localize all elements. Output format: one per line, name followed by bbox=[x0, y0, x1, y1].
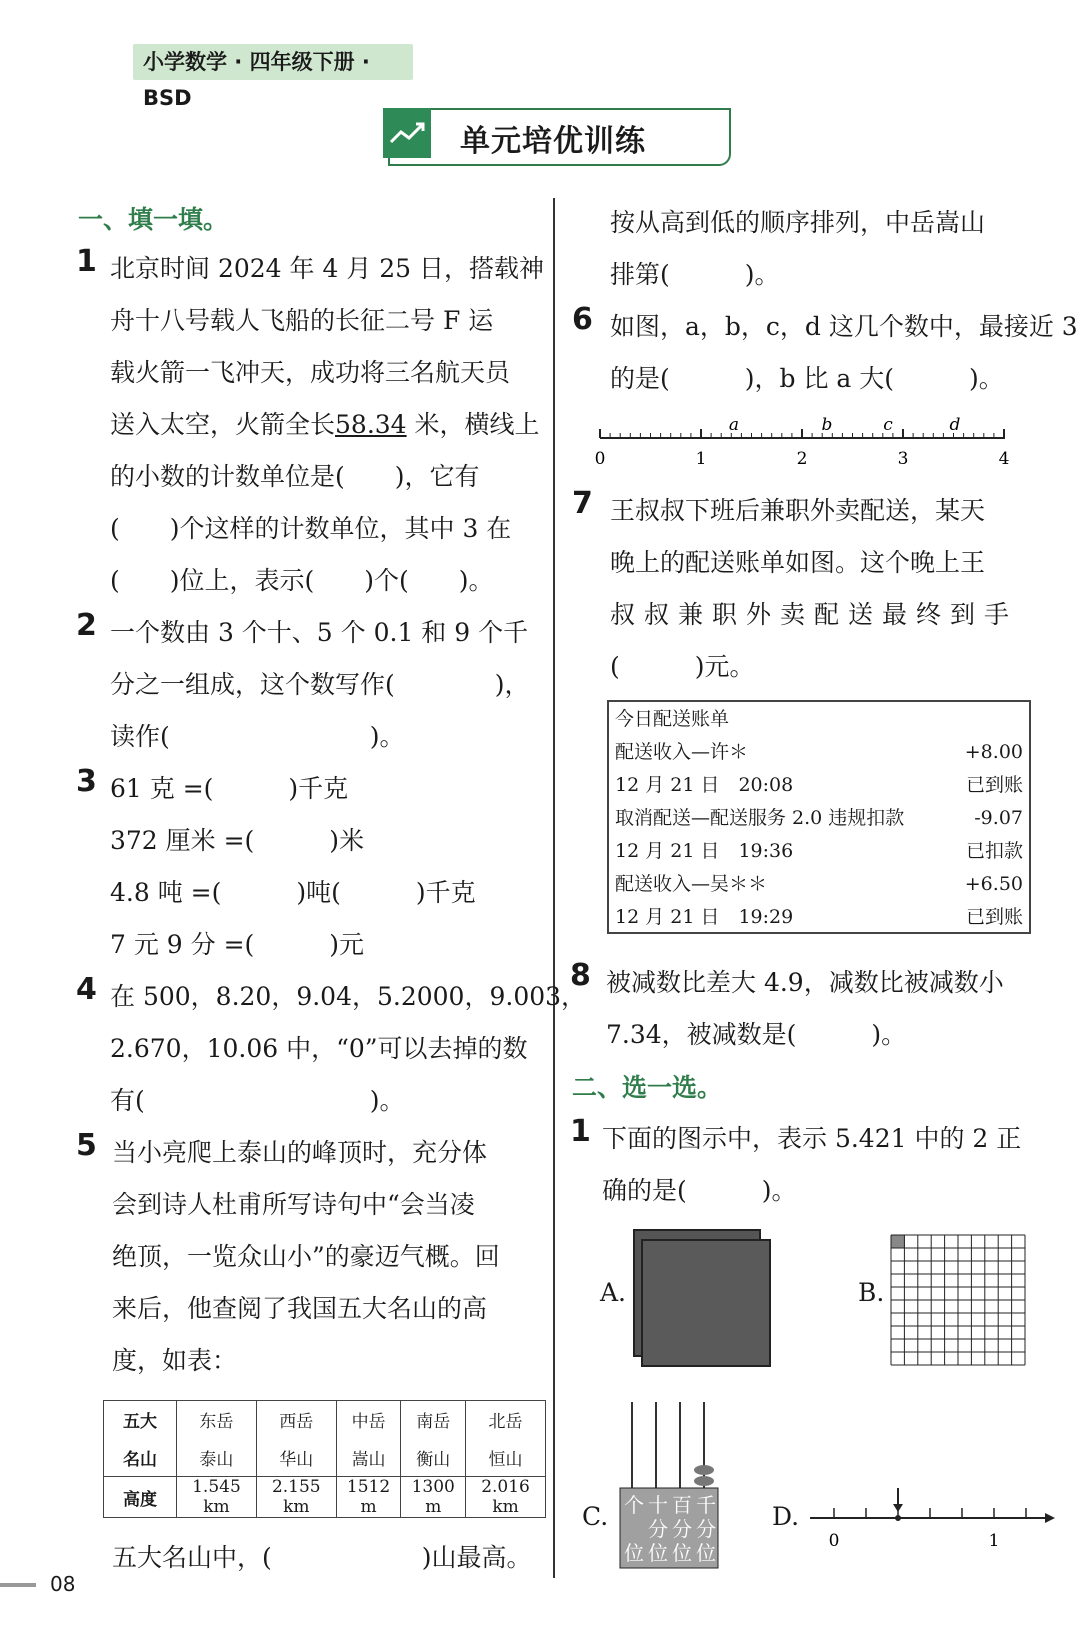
q7-number: 7 bbox=[572, 486, 593, 521]
c1-line: 下面的图示中，表示 5.421 中的 2 正 bbox=[602, 1124, 1022, 1153]
q3-line: 4.8 吨 =( )吨( )千克 bbox=[110, 878, 476, 907]
page-title: 单元培优训练 bbox=[460, 124, 646, 159]
table-cell: 恒山 bbox=[466, 1439, 546, 1477]
abacus-label: 分 bbox=[696, 1517, 716, 1541]
q5-line: 绝顶，一览众山小”的豪迈气概。回 bbox=[112, 1242, 500, 1271]
q4-number: 4 bbox=[76, 972, 97, 1007]
abacus-label: 个 bbox=[624, 1493, 644, 1517]
q6-number: 6 bbox=[572, 302, 593, 337]
abacus-label: 位 bbox=[648, 1541, 668, 1565]
q3-line: 372 厘米 =( )米 bbox=[110, 826, 365, 855]
option-a-squares bbox=[632, 1228, 777, 1368]
table-cell: 中岳 bbox=[336, 1401, 401, 1439]
bill-row bbox=[615, 801, 1023, 835]
table-cell: 衡山 bbox=[401, 1439, 466, 1477]
q7-line: ( )元。 bbox=[610, 652, 755, 681]
q5-cont-line: 排第( )。 bbox=[610, 260, 780, 289]
table-cell: 1300 m bbox=[401, 1477, 466, 1518]
table-cell: 2.016 km bbox=[466, 1477, 546, 1518]
bill-row bbox=[615, 834, 1023, 868]
delivery-bill bbox=[607, 700, 1031, 934]
bill-title: 今日配送账单 bbox=[615, 708, 730, 730]
q1-line: 北京时间 2024 年 4 月 25 日，搭载神 bbox=[110, 254, 545, 283]
option-b-grid bbox=[890, 1234, 1030, 1370]
bill-item: 12 月 21 日 19:36 bbox=[615, 840, 794, 862]
table-cell: 泰山 bbox=[177, 1439, 257, 1477]
bill-status: 已到账 bbox=[965, 906, 1023, 928]
option-d-label: D. bbox=[772, 1502, 800, 1531]
q4-line: 在 500，8.20，9.04，5.2000，9.003， bbox=[110, 982, 587, 1011]
q1-line: 的小数的计数单位是( )，它有 bbox=[110, 462, 480, 491]
q5-line: 度，如表： bbox=[112, 1346, 238, 1375]
table-cell: 嵩山 bbox=[336, 1439, 401, 1477]
point-label: a bbox=[728, 415, 740, 435]
table-cell: 华山 bbox=[256, 1439, 336, 1477]
q2-number: 2 bbox=[76, 608, 97, 643]
q5-question: 五大名山中，( )山最高。 bbox=[112, 1543, 532, 1572]
q6-line: 如图，a，b，c，d 这几个数中，最接近 3 bbox=[610, 312, 1078, 341]
point-label: c bbox=[883, 415, 893, 435]
bill-item: 12 月 21 日 19:29 bbox=[615, 906, 794, 928]
q3-line: 7 元 9 分 =( )元 bbox=[110, 930, 365, 959]
bill-row bbox=[615, 768, 1023, 802]
abacus-label: 百 bbox=[672, 1493, 692, 1517]
q1-text-end: 米，横线上 bbox=[406, 410, 540, 439]
bill-item: 配送收入—许＊ bbox=[615, 741, 749, 763]
tick-label: 1 bbox=[695, 449, 707, 468]
point-label: d bbox=[949, 415, 961, 435]
table-cell: 东岳 bbox=[177, 1401, 257, 1439]
bill-item: 取消配送—配送服务 2.0 违规扣款 bbox=[615, 807, 905, 829]
trend-icon bbox=[383, 108, 431, 158]
table-cell: 北岳 bbox=[466, 1401, 546, 1439]
abacus-label: 位 bbox=[672, 1541, 692, 1565]
q3-number: 3 bbox=[76, 764, 97, 799]
q1-number: 1 bbox=[76, 244, 97, 279]
q8-line: 被减数比差大 4.9，减数比被减数小 bbox=[606, 968, 1004, 997]
abacus-label: 十 bbox=[648, 1493, 668, 1517]
option-c-abacus bbox=[618, 1402, 728, 1572]
abacus-label: 分 bbox=[672, 1517, 692, 1541]
q6-number-line bbox=[590, 408, 1020, 468]
mountains-table bbox=[103, 1400, 546, 1518]
bill-amount: +8.00 bbox=[964, 741, 1023, 763]
q5-number: 5 bbox=[76, 1128, 97, 1163]
table-cell: 南岳 bbox=[401, 1401, 466, 1439]
abacus-label: 位 bbox=[624, 1541, 644, 1565]
table-cell: 1512 m bbox=[336, 1477, 401, 1518]
bill-status: 已到账 bbox=[965, 774, 1023, 796]
q8-line: 7.34，被减数是( )。 bbox=[606, 1020, 907, 1049]
c1-line: 确的是( )。 bbox=[602, 1176, 797, 1205]
option-a-label: A. bbox=[600, 1278, 627, 1307]
q7-line: 王叔叔下班后兼职外卖配送，某天 bbox=[610, 496, 986, 525]
table-header: 名山 bbox=[104, 1439, 177, 1477]
option-b-label: B. bbox=[858, 1278, 885, 1307]
q1-line: ( )个这样的计数单位，其中 3 在 bbox=[110, 514, 512, 543]
q3-line: 61 克 =( )千克 bbox=[110, 774, 349, 803]
q1-line bbox=[110, 405, 540, 441]
table-header: 高度 bbox=[104, 1477, 177, 1518]
bill-item: 配送收入—吴＊＊ bbox=[615, 873, 768, 895]
q4-line: 2.670，10.06 中，“0”可以去掉的数 bbox=[110, 1034, 528, 1063]
q7-line: 晚上的配送账单如图。这个晚上王 bbox=[610, 548, 986, 577]
abacus-label: 位 bbox=[696, 1541, 716, 1565]
table-cell: 2.155 km bbox=[256, 1477, 336, 1518]
tick-label: 4 bbox=[998, 449, 1010, 468]
q1-underlined-number: 58.34 bbox=[335, 410, 407, 439]
bill-amount: -9.07 bbox=[974, 807, 1023, 829]
q8-number: 8 bbox=[570, 958, 591, 993]
q5-cont-line: 按从高到低的顺序排列，中岳嵩山 bbox=[610, 208, 986, 237]
q1-line: ( )位上，表示( )个( )。 bbox=[110, 566, 494, 595]
q1-line: 舟十八号载人飞船的长征二号 F 运 bbox=[110, 306, 494, 335]
q4-line: 有( )。 bbox=[110, 1086, 405, 1115]
section-1-title: 一、填一填。 bbox=[78, 205, 229, 234]
book-header: 小学数学 · 四年级下册 · BSD bbox=[133, 44, 413, 80]
section-2-title: 二、选一选。 bbox=[572, 1073, 723, 1102]
tick-label: 0 bbox=[594, 449, 606, 468]
bill-row bbox=[615, 900, 1023, 934]
q2-line: 一个数由 3 个十、5 个 0.1 和 9 个千 bbox=[110, 618, 529, 647]
footer-mark bbox=[0, 1583, 36, 1587]
q1-text: 送入太空，火箭全长 bbox=[110, 410, 336, 439]
bill-item: 12 月 21 日 20:08 bbox=[615, 774, 794, 796]
option-c-label: C. bbox=[582, 1502, 609, 1531]
q7-line: 叔叔兼职外卖配送最终到手 bbox=[610, 600, 1019, 629]
q2-line: 读作( )。 bbox=[110, 722, 405, 751]
abacus-label: 分 bbox=[648, 1517, 668, 1541]
bill-status: 已扣款 bbox=[965, 840, 1023, 862]
bill-row bbox=[615, 735, 1023, 769]
table-cell: 1.545 km bbox=[177, 1477, 257, 1518]
tick-label: 2 bbox=[796, 449, 808, 468]
q5-line: 来后，他查阅了我国五大名山的高 bbox=[112, 1294, 488, 1323]
q1-line: 载火箭一飞冲天，成功将三名航天员 bbox=[110, 358, 511, 387]
q5-line: 会到诗人杜甫所写诗句中“会当凌 bbox=[112, 1190, 475, 1219]
tick-label: 0 bbox=[828, 1531, 840, 1550]
table-cell: 西岳 bbox=[256, 1401, 336, 1439]
option-d-number-line bbox=[805, 1480, 1055, 1550]
table-header: 五大 bbox=[104, 1401, 177, 1439]
q2-line: 分之一组成，这个数写作( )， bbox=[110, 670, 530, 699]
q5-line: 当小亮爬上泰山的峰顶时，充分体 bbox=[112, 1138, 488, 1167]
bill-amount: +6.50 bbox=[964, 873, 1023, 895]
tick-label: 3 bbox=[897, 449, 909, 468]
column-divider bbox=[553, 198, 555, 1578]
point-label: b bbox=[821, 415, 833, 435]
c1-number: 1 bbox=[570, 1114, 591, 1149]
tick-label: 1 bbox=[988, 1531, 1000, 1550]
bill-row bbox=[615, 867, 1023, 901]
abacus-label: 千 bbox=[696, 1493, 716, 1517]
q6-line: 的是( )，b 比 a 大( )。 bbox=[610, 364, 1004, 393]
page-number: 08 bbox=[50, 1572, 76, 1596]
